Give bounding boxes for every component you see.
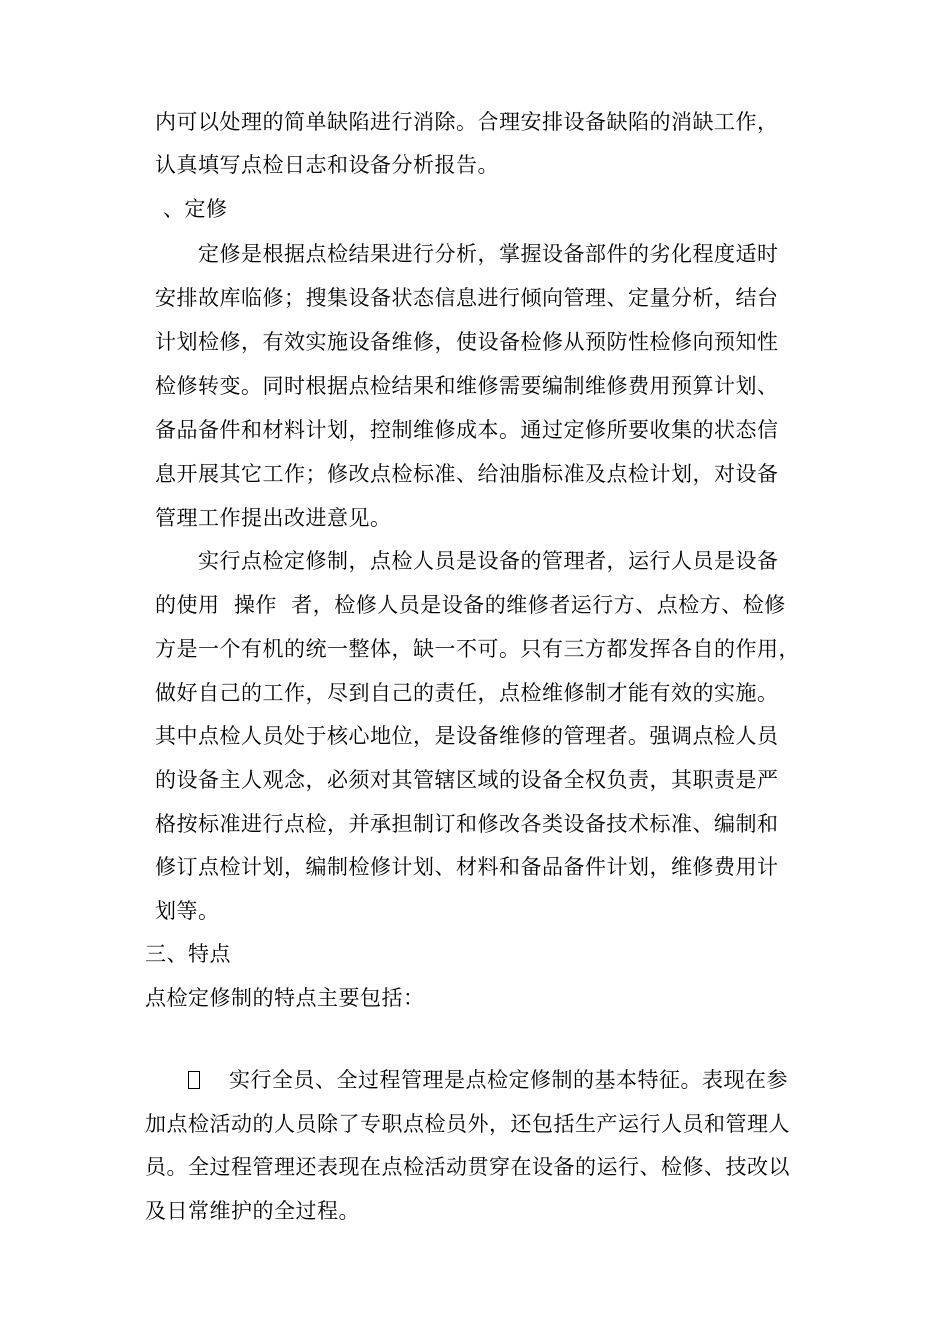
para2-line-7: 管理工作提出改进意见。 (155, 506, 392, 530)
para2-line-3: 计划检修，有效实施设备维修，使设备检修从预防性检修向预知性 (155, 330, 779, 354)
para3-line-6: 的设备主人观念，必须对其管辖区域的设备全权负责，其职责是严 (155, 768, 779, 792)
para4-line-1: 实行全员、全过程管理是点检定修制的基本特征。表现在参 (229, 1068, 788, 1092)
tedian-intro: 点检定修制的特点主要包括： (145, 986, 425, 1010)
para2-line-6: 息开展其它工作；修改点检标准、给油脂标准及点检计划，对设备 (155, 462, 779, 486)
para4-line-2: 加点检活动的人员除了专职点检员外，还包括生产运行人员和管理人 (145, 1112, 790, 1136)
para1-line-2: 认真填写点检日志和设备分析报告。 (155, 153, 499, 177)
para2-line-1: 定修是根据点检结果进行分析，掌握设备部件的劣化程度适时 (198, 242, 779, 266)
list-bullet-icon (188, 1071, 200, 1089)
section-heading-dingxiu: 、定修 (163, 197, 228, 221)
para4-line-4: 及日常维护的全过程。 (145, 1199, 360, 1223)
para3-line-5: 其中点检人员处于核心地位，是设备维修的管理者。强调点检人员 (155, 724, 779, 748)
para2-line-5: 备品备件和材料计划，控制维修成本。通过定修所要收集的状态信 (155, 418, 779, 442)
para3-line-3: 方是一个有机的统一整体，缺一不可。只有三方都发挥各自的作用， (155, 637, 800, 661)
para1-line-1: 内可以处理的简单缺陷进行消除。合理安排设备缺陷的消缺工作， (155, 110, 779, 134)
para2-line-4: 检修转变。同时根据点检结果和维修需要编制维修费用预算计划、 (155, 374, 779, 398)
para3-line-8: 修订点检计划，编制检修计划、材料和备品备件计划，维修费用计 (155, 855, 779, 879)
para3-line-9: 划等。 (155, 899, 220, 923)
para3-line-4: 做好自己的工作，尽到自己的责任，点检维修制才能有效的实施。 (155, 681, 779, 705)
para3-line-1: 实行点检定修制，点检人员是设备的管理者，运行人员是设备 (198, 549, 779, 573)
section-heading-tedian: 三、特点 (145, 942, 231, 966)
para4-line-3: 员。全过程管理还表现在点检活动贯穿在设备的运行、检修、技改以 (145, 1155, 790, 1179)
para2-line-2: 安排故库临修；搜集设备状态信息进行倾向管理、定量分析，结台 (155, 286, 779, 310)
para3-line-2: 的使用 操作 者，检修人员是设备的维修者运行方、点检方、检修 (155, 593, 786, 617)
para3-line-7: 格按标准进行点检，并承担制订和修改各类设备技术标准、编制和 (155, 812, 779, 836)
